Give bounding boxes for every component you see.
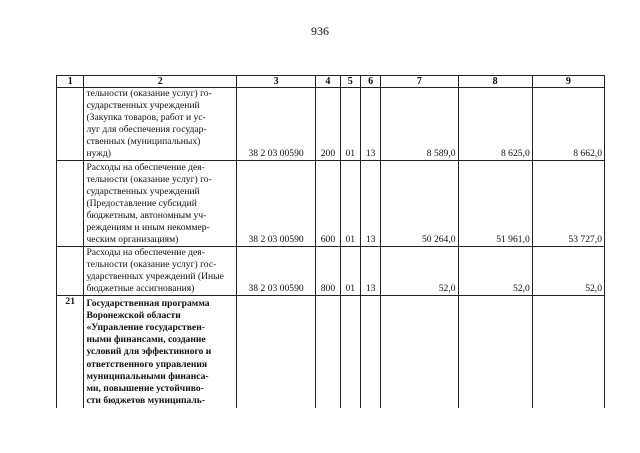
amount-year-2: 8 625,0 (458, 88, 532, 161)
column-header: 6 (360, 76, 380, 88)
amount-year-1: 50 264,0 (381, 161, 458, 247)
expense-name: Расходы на обеспечение дея- тельности (оказание услуг) гос- ударственных учреждений (Иные бюджетные ассигнования) (84, 247, 237, 296)
column-number-row (57, 76, 605, 88)
amount-year-1 (381, 296, 458, 408)
target-article-code: 38 2 03 00590 (236, 88, 315, 161)
expense-type-code (316, 296, 340, 408)
column-header: 9 (532, 76, 604, 88)
subsection-code (360, 296, 380, 408)
section-code (340, 296, 360, 408)
target-article-code: 38 2 03 00590 (236, 247, 315, 296)
subsection-code: 13 (360, 161, 380, 247)
column-header: 3 (236, 76, 315, 88)
row-index (57, 247, 84, 296)
page-number: 936 (311, 24, 329, 38)
row-index (57, 88, 84, 161)
expense-type-code: 200 (316, 88, 340, 161)
section-code: 01 (340, 161, 360, 247)
amount-year-2: 51 961,0 (458, 161, 532, 247)
column-header: 4 (316, 76, 340, 88)
subsection-code: 13 (360, 88, 380, 161)
expense-name: Расходы на обеспечение дея- тельности (оказание услуг) го- сударственных учреждений (Предоставление субсидий бюджетным, автономным уч- реждениям и иным некоммер- ческим организациям) (84, 161, 237, 247)
amount-year-2: 52,0 (458, 247, 532, 296)
column-header: 7 (381, 76, 458, 88)
amount-year-3: 52,0 (532, 247, 604, 296)
amount-year-3 (532, 296, 604, 408)
program-name: Государственная программа Воронежской области «Управление государствен- ными финансами, создание условий для эффективного и ответственного управления муниципальными финанса- ми, повышение устойчиво- сти бюджетов муниципаль- (84, 296, 237, 408)
expense-type-code: 800 (316, 247, 340, 296)
section-code: 01 (340, 247, 360, 296)
expense-name: тельности (оказание услуг) го- сударственных учреждений (Закупка товаров, работ и ус- луг для обеспечения государ- ственных (муниципальных) нужд) (84, 88, 237, 161)
column-header: 1 (57, 76, 84, 88)
row-index (57, 161, 84, 247)
table-row (57, 88, 605, 161)
amount-year-1: 8 589,0 (381, 88, 458, 161)
section-code: 01 (340, 88, 360, 161)
column-header: 5 (340, 76, 360, 88)
target-article-code: 38 2 03 00590 (236, 161, 315, 247)
expense-type-code: 600 (316, 161, 340, 247)
table-row (57, 247, 605, 296)
table-row (57, 296, 605, 408)
subsection-code: 13 (360, 247, 380, 296)
table-row (57, 161, 605, 247)
row-index: 21 (57, 296, 84, 408)
amount-year-3: 8 662,0 (532, 88, 604, 161)
column-header: 2 (84, 76, 237, 88)
amount-year-1: 52,0 (381, 247, 458, 296)
amount-year-3: 53 727,0 (532, 161, 604, 247)
budget-table (56, 75, 605, 408)
target-article-code (236, 296, 315, 408)
amount-year-2 (458, 296, 532, 408)
column-header: 8 (458, 76, 532, 88)
